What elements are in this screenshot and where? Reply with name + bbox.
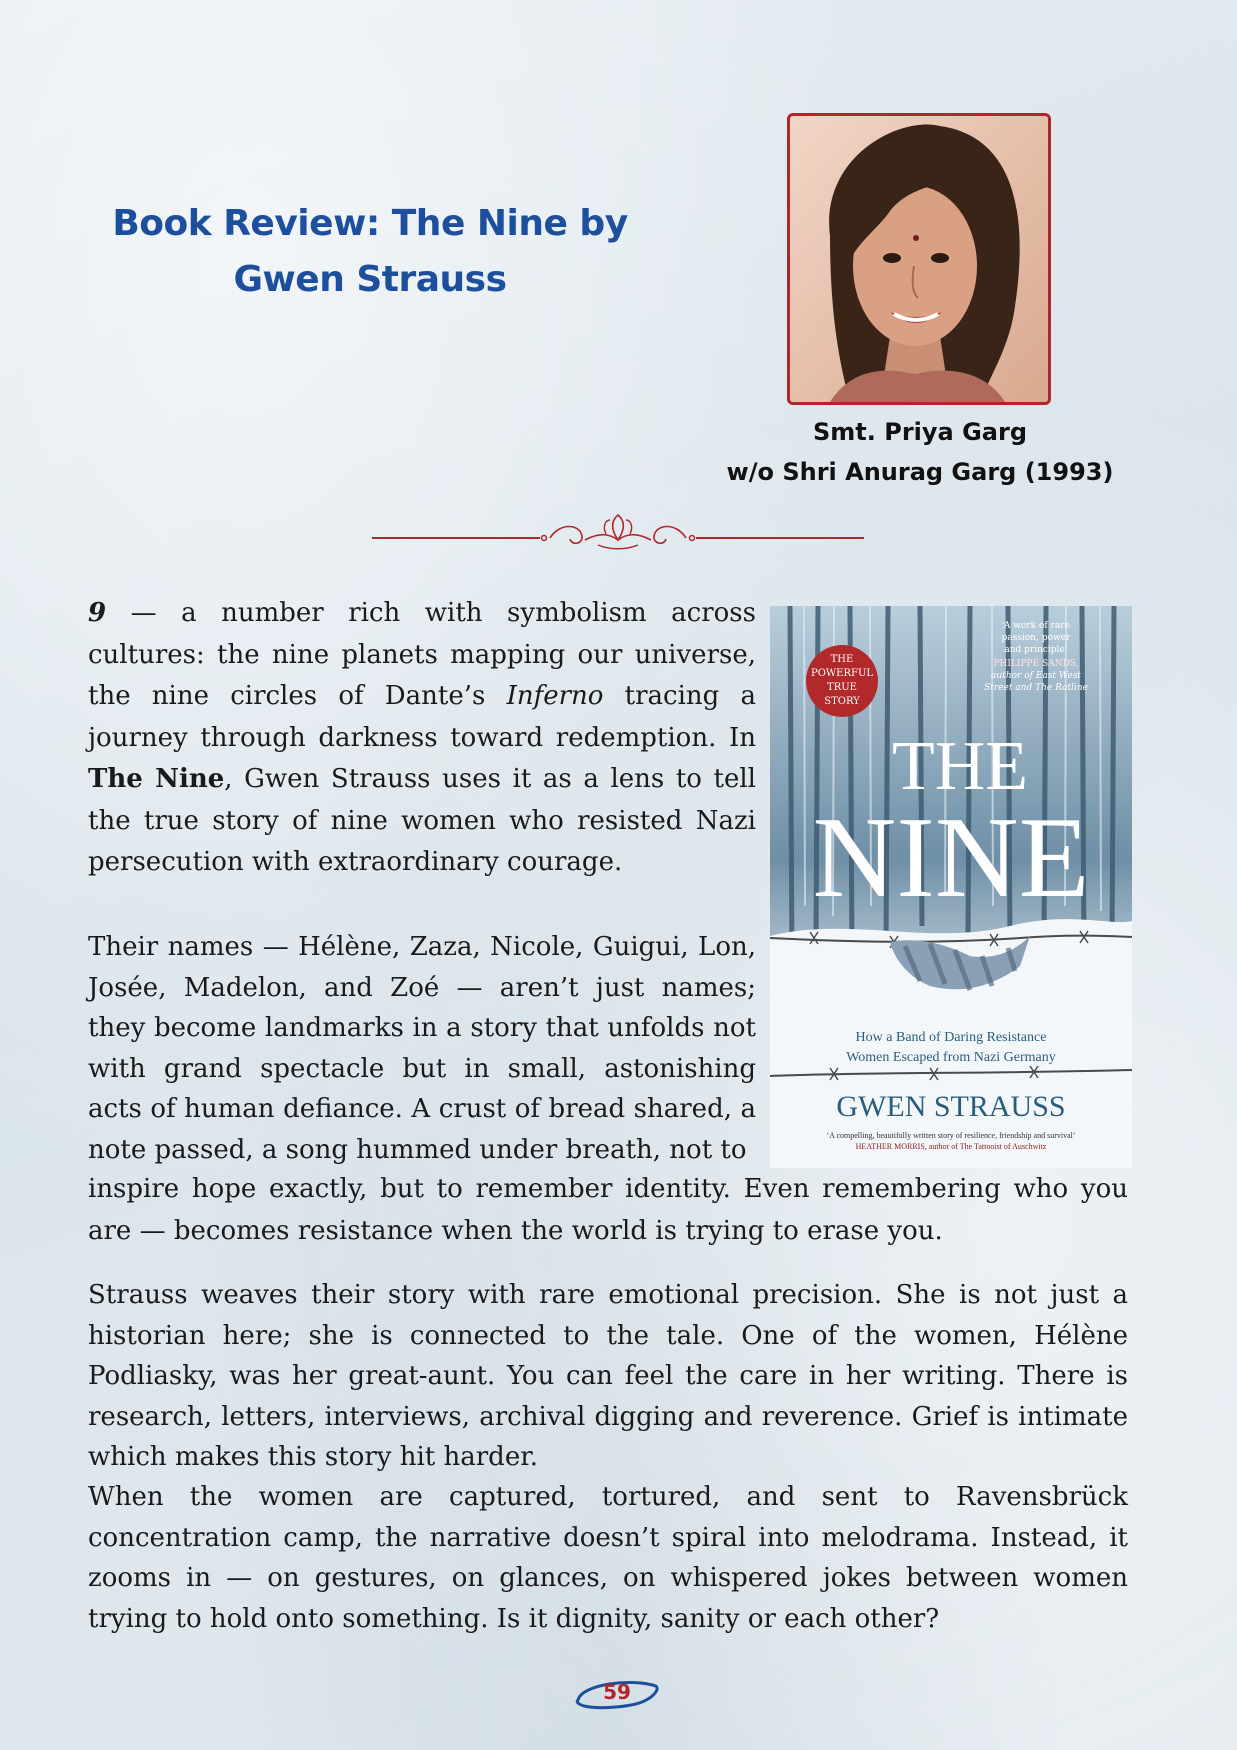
- cover-subtitle-line-1: How a Band of Daring Resistance: [855, 1030, 1047, 1045]
- book-cover-art: [770, 606, 1132, 1168]
- flourish-icon: [370, 512, 866, 552]
- cover-blurb-line-2: HEATHER MORRIS, author of The Tattooist of Auschwitz: [855, 1142, 1047, 1151]
- cover-subtitle-line-2: Women Escaped from Nazi Germany: [846, 1050, 1056, 1065]
- paragraph-3-text: Strauss weaves their story with rare emotional precision. She is not just a historian here; she is connected to the tale. One of the women, Hélène Podliasky, was her great-aunt. You can feel the care in her writing. There is research, letters, interviews, archival digging and reverence. Grief is intimate which makes this story hit harder.: [88, 1280, 1128, 1473]
- article-paragraph-4: [88, 1477, 1128, 1639]
- paragraph-lead-number: 9: [88, 598, 107, 628]
- cover-blurb-line-1: ‘A compelling, beautifully written story of resilience, friendship and survival’: [826, 1131, 1076, 1140]
- author-caption: [700, 412, 1140, 492]
- author-relation: w/o Shri Anurag Garg (1993): [726, 458, 1114, 486]
- article-paragraph-3: [88, 1275, 1128, 1478]
- article-paragraph-2-wide: [88, 1169, 1128, 1252]
- cover-badge-line-2: POWERFUL: [810, 668, 874, 679]
- paragraph-1-book-title: The Nine: [88, 764, 225, 794]
- article-paragraph-2-narrow: [88, 927, 756, 1171]
- paragraph-4-text: When the women are captured, tortured, and sent to Ravensbrück concentration camp, the narrative doesn’t spiral into melodrama. Instead, it zooms in — on gestures, on glances, on whispered jokes between women trying to hold onto something. Is it dignity, sanity or each other?: [88, 1482, 1128, 1634]
- paragraph-1-text-b: tracing a journey through darkness toward redemption. In: [88, 681, 756, 753]
- cover-quote-line-2: passion, power: [1001, 633, 1071, 643]
- article-paragraph-1: [88, 593, 756, 884]
- cover-badge-line-4: STORY: [824, 696, 860, 707]
- cover-quote-line-3: and principle’: [1004, 645, 1068, 655]
- ornamental-divider: [370, 512, 866, 556]
- cover-author-name: GWEN STRAUSS: [836, 1090, 1066, 1123]
- title-line-2: Gwen Strauss: [233, 259, 507, 300]
- cover-quote-credit-2: Street and The Ratline: [984, 683, 1088, 693]
- author-photo: [787, 113, 1051, 405]
- page-number: 59: [603, 1680, 631, 1704]
- cover-badge-line-3: TRUE: [827, 682, 857, 693]
- cover-quote-line-1: ‘A work of rare: [1002, 621, 1070, 631]
- page-number-badge: [572, 1676, 662, 1712]
- paragraph-1-text-c: , Gwen Strauss uses it as a lens to tell the true story of nine women who resisted Nazi persecution with extraordinary courage.: [88, 764, 756, 877]
- paragraph-1-text-a: — a number rich with symbolism across cultures: the nine planets mapping our universe, the nine circles of Dante’s: [88, 598, 756, 711]
- book-cover: [770, 606, 1132, 1168]
- page-title: [100, 196, 640, 308]
- author-portrait-image: [790, 116, 1048, 402]
- cover-quote-author: PHILIPPE SANDS,: [993, 659, 1079, 669]
- paragraph-2-narrow-text: Their names — Hélène, Zaza, Nicole, Guigui, Lon, Josée, Madelon, and Zoé — aren’t just names; they become landmarks in a story that unfolds not with grand spectacle but in small, astonishing acts of human defiance. A crust of bread shared, a note passed, a song hummed under breath, not to: [88, 932, 756, 1165]
- cover-quote-credit-1: author of East West: [991, 671, 1081, 681]
- cover-title-line-1: THE: [891, 728, 1029, 805]
- paragraph-2-wide-text: inspire hope exactly, but to remember identity. Even remembering who you are — becomes resistance when the world is trying to erase you.: [88, 1174, 1128, 1246]
- cover-badge-line-1: THE: [830, 654, 854, 665]
- cover-title-line-2: NINE: [812, 794, 1090, 922]
- title-line-1: Book Review: The Nine by: [112, 203, 628, 244]
- paragraph-1-emphasis: Inferno: [506, 681, 604, 711]
- author-name: Smt. Priya Garg: [813, 418, 1027, 446]
